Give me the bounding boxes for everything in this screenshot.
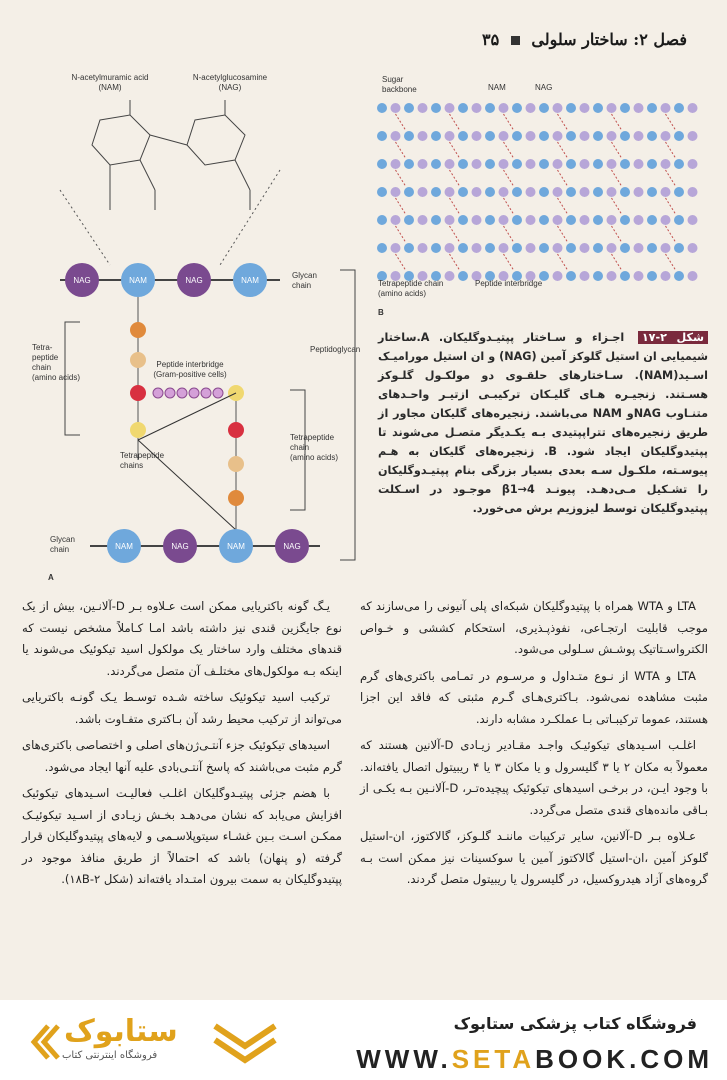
- nam-bead: [458, 159, 468, 169]
- nam-bead: [566, 187, 576, 197]
- nam-label: NAM: [129, 276, 147, 285]
- nam-name: N-acetylmuramic acid: [71, 73, 149, 82]
- glycan-chain-label: Glycan: [50, 535, 75, 544]
- nam-bead: [539, 215, 549, 225]
- nam-bead: [593, 103, 603, 113]
- nam-label: NAM: [115, 542, 133, 551]
- crosslink: [558, 254, 568, 270]
- paragraph: اغلـب اسـیدهای تیکوئیـک واجـد مقـادیر زیـادی D-آلانین هستند که معمولاً به مکان ۲ یا ۳ گلیسرول و یا مکان ۳ یا ۴ ریبیتول اتصال یافته‌اند. با وجود ایـن، در برخـی اسیدهای تیکوئیک پیچیده‌تـر، D-آلانـین بـه یکـی از بـاقی مانده‌های قندی متصل می‌گردد.: [360, 738, 709, 817]
- paragraph: یـگ گونه باکتریایی ممکن است عـلاوه بـر D-آلانـین، بیش از یک نوع جایگزین قندی نیز داشته باشد امـا کـاملاً مشخص نیست که قندهای مختلف وارد ساختار یک مولکول اسید تیکوئیک می‌شوند یا اینکه بـه مولکول‌های مختلـف آن متصل می‌گردند.: [22, 599, 342, 678]
- nag-bead: [418, 187, 428, 197]
- nag-bead: [580, 187, 590, 197]
- nam-bead: [377, 131, 387, 141]
- nam-bead: [566, 271, 576, 281]
- nag-bead: [634, 243, 644, 253]
- nam-bead: [458, 131, 468, 141]
- nam-bead: [512, 131, 522, 141]
- nag-label: NAG: [73, 276, 91, 285]
- nag-bead: [526, 187, 536, 197]
- nam-bead: [458, 103, 468, 113]
- nag-bead: [499, 103, 509, 113]
- nam-bead: [539, 131, 549, 141]
- nam-bead: [647, 187, 657, 197]
- crosslink: [450, 142, 460, 158]
- store-url[interactable]: [356, 1044, 713, 1075]
- tetra-chain-label-4: (amino acids): [32, 373, 81, 382]
- nam-bead: [647, 215, 657, 225]
- crosslink: [558, 226, 568, 242]
- nag-bead: [418, 243, 428, 253]
- nam-bead: [674, 215, 684, 225]
- crosslink: [450, 254, 460, 270]
- nag-bead: [553, 103, 563, 113]
- nag-bead: [634, 131, 644, 141]
- interbridge-label-2: (Gram-positive cells): [153, 370, 227, 379]
- nag-bead: [391, 103, 401, 113]
- nag-bead: [580, 159, 590, 169]
- text-column-right: [360, 596, 708, 896]
- sugar-backbone-label-2: backbone: [382, 85, 417, 94]
- tetrapeptide-chain-label-1: Tetrapeptide chain: [378, 279, 444, 288]
- figure-a: [20, 60, 365, 585]
- paragraph: اسیدهای تیکوئیک جزء آنتـی‌ژن‌های اصلی و اختصاصی باکتری‌های گرم مثبت می‌باشند که پاسخ آنتـی‌بادی علیه آنها ایجاد می‌شود.: [22, 738, 342, 774]
- nam-bead: [512, 159, 522, 169]
- crosslink: [666, 226, 676, 242]
- nam-bead: [566, 103, 576, 113]
- nam-bead: [674, 243, 684, 253]
- nag-bead: [553, 215, 563, 225]
- tetrapeptide-right-label-2: chain: [290, 443, 310, 452]
- nam-bead: [674, 131, 684, 141]
- nag-bead: [607, 131, 617, 141]
- nam-bead: [620, 243, 630, 253]
- crosslink: [504, 142, 514, 158]
- sugar-backbone-label-1: Sugar: [382, 75, 404, 84]
- paragraph: عـلاوه بـر D-آلانین، سایر ترکیبات ماننـد گلـوکز، گالاکتوز، ان-استیل گلوکز آمین ،ان-استیل گالاکتوز آمین یا سوکسینات نیز ممکن است بـه گروه‌های آزاد هیدروکسیل، در گلیسرول یا ریبیتول متصل گردند.: [360, 829, 708, 886]
- nag-bead: [688, 103, 698, 113]
- nag-bead: [661, 159, 671, 169]
- nam-bead: [377, 103, 387, 113]
- nag-bead: [553, 187, 563, 197]
- nag-bead: [553, 271, 563, 281]
- nag-bead: [607, 271, 617, 281]
- crosslink: [504, 198, 514, 214]
- nag-bead: [607, 187, 617, 197]
- figure-caption: [378, 328, 708, 518]
- caption-text: اجـزاء و سـاختار پپتیـدوگلیکان. A.ساختار شیمیایی ان استیل گلوکز آمین (NAG) و ان استیل مورامیـک اسـید(NAM). سـاختارهای حلقـوی دو مولکـول گلـوکز هسـتند. زنجیـره هـای گلیـکان ترکیبـی ازتیـر واحـدهای متنـاوب NAGو NAM می‌باشند. زنجیره‌های گلیکان مجاور از طریق زنجیره‌های تتراپپتیدی بـه یکـدیگر متصـل می‌شوند تا پپتیدوگلیکان ایجاد شود. B. زنجیره‌های گلیکان به هـم پیوسـته، ملکـول سـه بعدی بسیار بزرگی بنام پپتیـدوگلیکان را تشـکیل مـی‌دهـد. پیونـد β1→4 موجـود در اسـکلت پپتیدوگلیکان توسط لیزوزیم برش می‌خورد.: [378, 331, 708, 515]
- nag-bead: [526, 215, 536, 225]
- nam-bead: [512, 215, 522, 225]
- figure-a-letter: A: [48, 573, 54, 582]
- crosslink: [558, 170, 568, 186]
- nag-bead: [634, 187, 644, 197]
- crosslink: [612, 254, 622, 270]
- paragraph: با هضم جزئی پپتیـدوگلیکان اغلـب فعالیـت اسـیدهای تیکوئیک افزایش می‌یابد که نشان می‌دهـد بخـش زیـادی از اسـید تیکوئیـک ممکـن اسـت بـین غشـاء سیتوپلاسـمی و لایه‌های پپتیدوگلیکان قرار گرفته (و پنهان) باشد که احتمالاً از طریق منافذ موجود در پپتیدوگلیکان به سمت بیرون امتـداد یافته‌اند (شکل ۱۸B-۲).: [22, 786, 342, 886]
- nam-abbr: (NAM): [98, 83, 122, 92]
- crosslink: [612, 170, 622, 186]
- nam-bead: [593, 243, 603, 253]
- nag-bead: [445, 103, 455, 113]
- page-number: ۳۵: [482, 30, 500, 49]
- crosslink: [450, 226, 460, 242]
- nag-bead: [499, 159, 509, 169]
- peptidoglycan-label: Peptidoglycan: [310, 345, 361, 354]
- nag-abbr: (NAG): [218, 83, 242, 92]
- paragraph: LTA و WTA همراه با پپتیدوگلیکان شبکه‌ای پلی آنیونی را می‌سازند که موجب قابلیت ارتجـاعی، نفوذپـذیری، استحکام کششی و خـواص الکترواسـتاتیک پوشـش سـلولی می‌شود.: [360, 599, 708, 656]
- nag-bead: [634, 215, 644, 225]
- nag-bead: [472, 243, 482, 253]
- tetra-chain-label-3: chain: [32, 363, 52, 372]
- nag-bead: [580, 271, 590, 281]
- nam-bead: [566, 131, 576, 141]
- nag-bead: [391, 215, 401, 225]
- nag-bead: [661, 103, 671, 113]
- nam-bead: [431, 187, 441, 197]
- url-accent: SETA: [451, 1044, 536, 1074]
- store-footer: [0, 1000, 727, 1080]
- paragraph: LTA و WTA از نـوع متـداول و مرسـوم در تمـامی باکتری‌های گرم مثبت مشاهده نمی‌شود. بـاکتری‌هـای گـرم مثبتی که فاقد این اجزا هستند، عموما ترکیبـاتی بـا عملکـرد مشابه دارند.: [360, 668, 708, 726]
- glycan-chain-label-2: chain: [292, 281, 312, 290]
- nag-bead: [526, 243, 536, 253]
- nam-bead: [674, 159, 684, 169]
- nag-bead: [688, 187, 698, 197]
- store-logo[interactable]: [24, 1016, 204, 1066]
- nam-bead: [404, 159, 414, 169]
- nam-bead: [647, 131, 657, 141]
- nag-bead: [391, 243, 401, 253]
- peptide-interbridge: [153, 388, 223, 398]
- nag-bead: [634, 271, 644, 281]
- figure-b: [370, 72, 715, 322]
- nam-bead: [620, 271, 630, 281]
- crosslink: [396, 254, 406, 270]
- nam-bead: [404, 215, 414, 225]
- nam-bead: [431, 131, 441, 141]
- nag-bead: [553, 159, 563, 169]
- nag-label: NAG: [171, 542, 189, 551]
- logo-subtitle: فروشگاه اینترنتی کتاب: [62, 1050, 158, 1061]
- nam-bead: [647, 159, 657, 169]
- store-name: فروشگاه کتاب پزشکی ستابوک: [453, 1014, 697, 1033]
- nam-bead: [404, 131, 414, 141]
- nam-bead: [431, 103, 441, 113]
- nam-bead: [512, 187, 522, 197]
- crosslink: [396, 170, 406, 186]
- nag-bead: [553, 243, 563, 253]
- nam-label: NAM: [227, 542, 245, 551]
- crosslink: [558, 142, 568, 158]
- chevron-logo-icon: [24, 1022, 60, 1062]
- nam-bead: [566, 215, 576, 225]
- crosslink: [612, 114, 622, 130]
- nam-bead: [620, 215, 630, 225]
- nag-bead: [499, 187, 509, 197]
- nag-bead: [418, 159, 428, 169]
- nag-bead: [580, 131, 590, 141]
- nag-bead: [418, 131, 428, 141]
- caption-tag: شکل ۲-۱۷: [638, 331, 708, 344]
- nam-bead: [593, 159, 603, 169]
- crosslink: [450, 198, 460, 214]
- nag-bead: [580, 215, 590, 225]
- crosslink: [612, 198, 622, 214]
- crosslink: [666, 142, 676, 158]
- nag-bead: [391, 131, 401, 141]
- crosslink: [666, 254, 676, 270]
- crosslink: [396, 198, 406, 214]
- nam-bead: [377, 243, 387, 253]
- nag-bead: [472, 159, 482, 169]
- nag-bead: [499, 131, 509, 141]
- nam-bead: [674, 103, 684, 113]
- glycan-chain-label: Glycan: [292, 271, 317, 280]
- nag-bead: [607, 103, 617, 113]
- nam-bead: [512, 243, 522, 253]
- nag-bead: [445, 271, 455, 281]
- nam-bead: [458, 271, 468, 281]
- nag-bead: [526, 103, 536, 113]
- nag-bead: [688, 215, 698, 225]
- crosslink: [504, 226, 514, 242]
- crosslink: [666, 198, 676, 214]
- url-prefix: WWW.: [356, 1044, 452, 1074]
- nam-bead: [485, 243, 495, 253]
- crosslink: [450, 114, 460, 130]
- nam-bead: [458, 215, 468, 225]
- nam-bead: [485, 187, 495, 197]
- nam-bead: [404, 103, 414, 113]
- nag-bead: [580, 103, 590, 113]
- nam-bead: [404, 187, 414, 197]
- nag-bead: [499, 215, 509, 225]
- nag-label: NAG: [283, 542, 301, 551]
- nag-bead: [445, 215, 455, 225]
- logo-wordmark: ستابوک: [64, 1014, 178, 1049]
- crosslink: [504, 254, 514, 270]
- tetrapeptide-chains-label-1: Tetrapeptide: [120, 451, 165, 460]
- crosslink: [558, 198, 568, 214]
- nag-bead: [661, 271, 671, 281]
- nam-bead: [377, 187, 387, 197]
- nag-bead: [445, 243, 455, 253]
- nag-bead: [445, 159, 455, 169]
- nam-bead: [485, 215, 495, 225]
- nag-bead: [391, 187, 401, 197]
- nag-bead: [661, 215, 671, 225]
- nag-bead: [553, 131, 563, 141]
- crosslink: [666, 114, 676, 130]
- nag-bead: [607, 159, 617, 169]
- nag-bead: [472, 187, 482, 197]
- chapter-title: فصل ۲: ساختار سلولی: [531, 30, 687, 49]
- tetrapeptide-chain-label-2: (amino acids): [378, 289, 427, 298]
- nag-bead: [607, 215, 617, 225]
- tetra-chain-label-2: peptide: [32, 353, 59, 362]
- peptidoglycan-lattice: [377, 103, 698, 281]
- nam-bead: [566, 159, 576, 169]
- nam-bead: [620, 103, 630, 113]
- nam-bead: [431, 215, 441, 225]
- crosslink: [396, 114, 406, 130]
- separator-square: [511, 36, 520, 45]
- nam-bead: [620, 187, 630, 197]
- crosslink: [504, 170, 514, 186]
- page-header: [20, 30, 687, 58]
- tetrapeptide-chains-label-2: chains: [120, 461, 144, 470]
- nam-bead: [647, 271, 657, 281]
- chemical-structure: [92, 100, 250, 210]
- nam-label: NAM: [241, 276, 259, 285]
- nag-bead: [472, 103, 482, 113]
- nag-bead: [418, 103, 428, 113]
- nam-bead: [647, 103, 657, 113]
- interbridge-label-1: Peptide interbridge: [156, 360, 224, 369]
- tetrapeptide-right-label-1: Tetrapeptide: [290, 433, 335, 442]
- crosslink: [450, 170, 460, 186]
- interbridge-label: Peptide interbridge: [475, 279, 543, 288]
- url-suffix: BOOK.COM: [535, 1044, 713, 1074]
- nam-bead: [593, 271, 603, 281]
- tetrapeptide-right-label-3: (amino acids): [290, 453, 339, 462]
- nam-bead: [674, 187, 684, 197]
- nam-bead: [539, 159, 549, 169]
- text-column-left: [22, 596, 342, 896]
- nag-label: NAG: [185, 276, 203, 285]
- nam-bead: [620, 131, 630, 141]
- nam-bead: [485, 103, 495, 113]
- glycan-chain-label-2: chain: [50, 545, 70, 554]
- nam-bead: [485, 159, 495, 169]
- nam-bead: [674, 271, 684, 281]
- nag-bead: [526, 159, 536, 169]
- nam-bead: [647, 243, 657, 253]
- crosslink: [504, 114, 514, 130]
- nag-bead: [634, 103, 644, 113]
- nag-name: N-acetylglucosamine: [192, 73, 268, 82]
- nag-bead: [526, 131, 536, 141]
- nag-bead: [391, 159, 401, 169]
- nag-bead: [688, 243, 698, 253]
- nag-bead: [499, 243, 509, 253]
- nam-bead: [404, 243, 414, 253]
- nam-bead: [593, 131, 603, 141]
- nam-bead: [539, 187, 549, 197]
- crosslink: [666, 170, 676, 186]
- nag-bead: [661, 131, 671, 141]
- nam-bead: [377, 215, 387, 225]
- nam-bead: [593, 187, 603, 197]
- nam-label: NAM: [488, 83, 506, 92]
- crosslink: [396, 142, 406, 158]
- nag-bead: [472, 215, 482, 225]
- nam-bead: [539, 103, 549, 113]
- nag-bead: [580, 243, 590, 253]
- nam-bead: [566, 243, 576, 253]
- nag-label: NAG: [535, 83, 553, 92]
- nam-bead: [593, 215, 603, 225]
- nam-bead: [431, 159, 441, 169]
- nag-bead: [688, 159, 698, 169]
- crosslink: [612, 226, 622, 242]
- nag-bead: [472, 131, 482, 141]
- book-chevron-icon: [210, 1018, 280, 1066]
- nam-bead: [458, 187, 468, 197]
- nag-bead: [661, 187, 671, 197]
- nag-bead: [634, 159, 644, 169]
- nag-bead: [445, 187, 455, 197]
- nam-bead: [485, 131, 495, 141]
- nag-bead: [661, 243, 671, 253]
- nam-bead: [512, 103, 522, 113]
- nam-bead: [620, 159, 630, 169]
- nag-bead: [688, 131, 698, 141]
- nam-bead: [431, 243, 441, 253]
- tetra-chain-label-1: Tetra-: [32, 343, 53, 352]
- crosslink: [396, 226, 406, 242]
- crosslink: [558, 114, 568, 130]
- nam-bead: [458, 243, 468, 253]
- nag-bead: [418, 215, 428, 225]
- nag-bead: [445, 131, 455, 141]
- nag-bead: [688, 271, 698, 281]
- crosslink: [612, 142, 622, 158]
- nam-bead: [377, 159, 387, 169]
- nag-bead: [607, 243, 617, 253]
- figure-b-letter: B: [378, 308, 384, 317]
- nam-bead: [539, 243, 549, 253]
- paragraph: ترکیب اسید تیکوئیک ساخته شـده توسـط یـک گونـه باکتریایی می‌تواند از ترکیب محیط رشد آن بـاکتری متفـاوت باشد.: [22, 690, 342, 726]
